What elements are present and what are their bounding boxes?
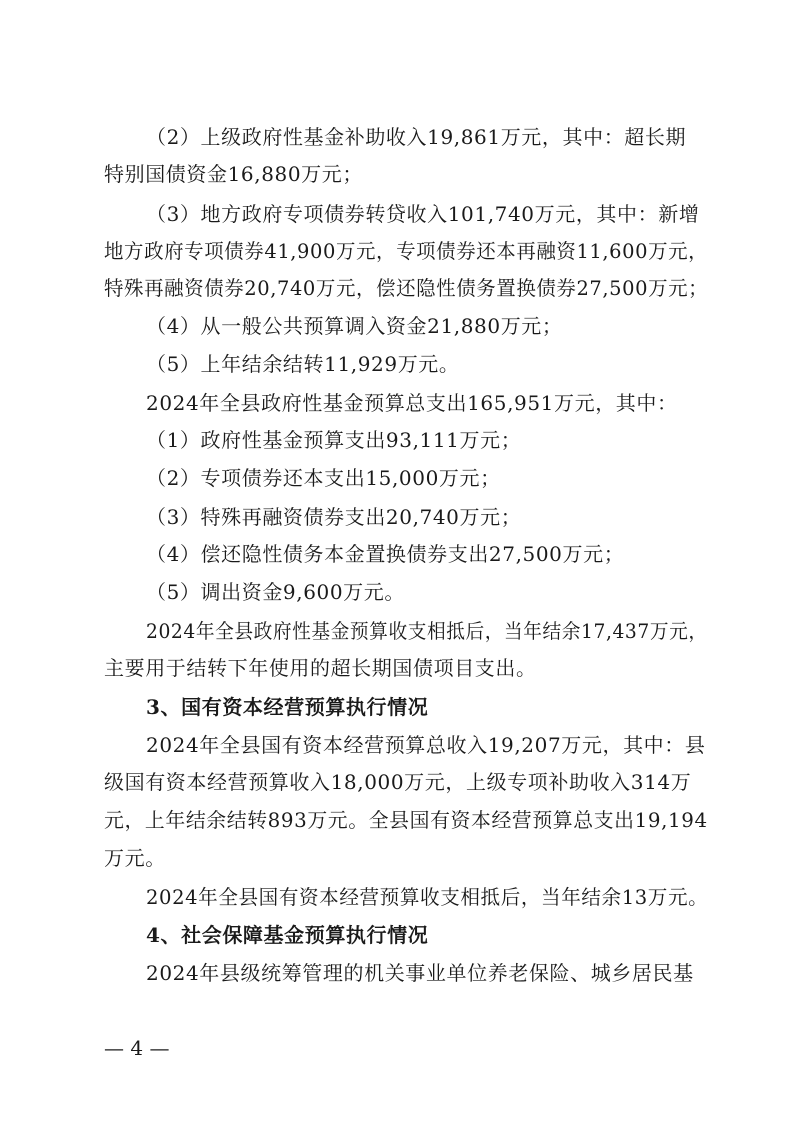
text-line: 地方政府专项债券41,900万元，专项债券还本再融资11,600万元， — [104, 239, 709, 263]
text-line: （1）政府性基金预算支出93,111万元； — [146, 428, 522, 452]
text-line: 2024年全县国有资本经营预算收支相抵后，当年结余13万元。 — [146, 885, 709, 909]
text-line: 2024年全县政府性基金预算总支出165,951万元，其中： — [146, 391, 678, 415]
text-line: 2024年县级统筹管理的机关事业单位养老保险、城乡居民基 — [146, 961, 694, 985]
text-line: 主要用于结转下年使用的超长期国债项目支出。 — [104, 656, 537, 680]
section-heading: 3、国有资本经营预算执行情况 — [146, 695, 429, 719]
text-line: 万元。 — [104, 846, 166, 870]
text-line: （5）上年结余结转11,929万元。 — [146, 352, 460, 376]
text-line: 特殊再融资债券20,740万元，偿还隐性债务置换债券27,500万元； — [104, 276, 709, 300]
text-line: （4）偿还隐性债务本金置换债券支出27,500万元； — [146, 542, 625, 566]
text-line: （2）上级政府性基金补助收入19,861万元，其中：超长期 — [146, 125, 687, 149]
section-heading: 4、社会保障基金预算执行情况 — [146, 923, 429, 947]
text-line: 级国有资本经营预算收入18,000万元，上级专项补助收入314万 — [104, 770, 692, 794]
text-line: 2024年全县政府性基金预算收支相抵后，当年结余17,437万元， — [146, 619, 708, 643]
text-line: 2024年全县国有资本经营预算总收入19,207万元，其中：县 — [146, 733, 706, 757]
text-line: （3）地方政府专项债券转贷收入101,740万元，其中：新增 — [146, 202, 700, 226]
text-line: 特别国债资金16,880万元； — [104, 162, 363, 186]
text-line: （5）调出资金9,600万元。 — [146, 580, 405, 604]
text-line: （3）特殊再融资债券支出20,740万元； — [146, 505, 522, 529]
text-line: 元，上年结余结转893万元。全县国有资本经营预算总支出19,194 — [104, 808, 708, 832]
text-line: （4）从一般公共预算调入资金21,880万元； — [146, 314, 563, 338]
page-number: — 4 — — [104, 1036, 170, 1060]
text-line: （2）专项债券还本支出15,000万元； — [146, 466, 501, 490]
